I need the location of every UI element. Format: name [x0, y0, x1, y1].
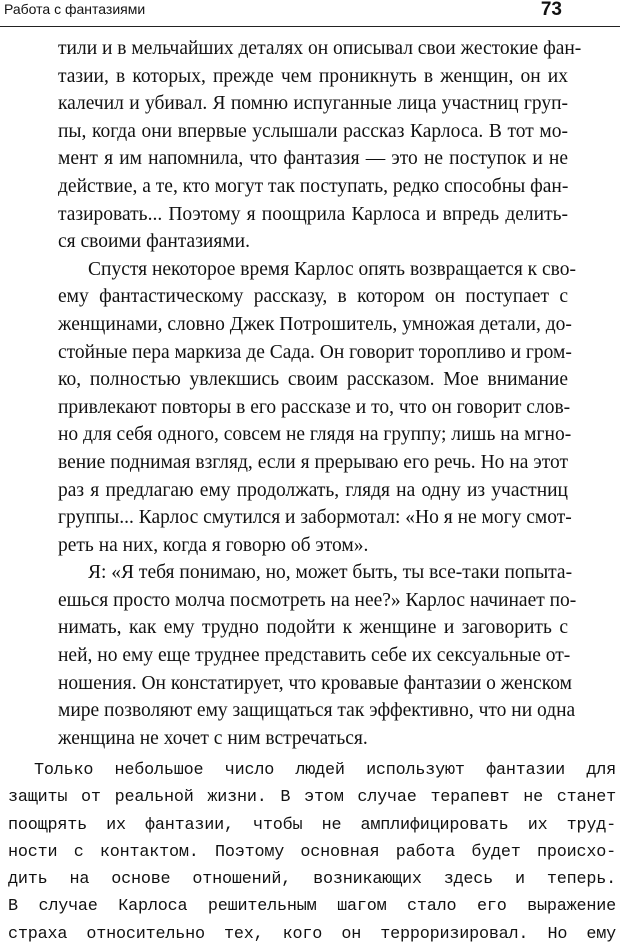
quote-paragraph: [58, 559, 577, 752]
page-number: 73: [540, 0, 562, 20]
text-line: тили и в мельчайших деталях он описывал свои жестокие фан-: [58, 38, 582, 59]
running-title: Работа с фантазиями: [4, 1, 146, 17]
text-line: женщинами, словно Джек Потрошитель, умножая детали, до-: [58, 313, 572, 335]
text-line: ко, полностью увлекшись своим рассказом. Мое внимание: [58, 369, 568, 391]
text-line: поощрять их фантазии, чтобы не амплифицировать их труд-: [8, 815, 616, 835]
running-header: [0, 0, 620, 27]
text-line: привлекают повторы в его рассказе и то, что он говорит слов-: [58, 396, 571, 418]
text-line: ешься просто молча посмотреть на нее?» Карлос начинает по-: [58, 589, 577, 611]
text-line: мент я им напомнила, что фантазия — это не поступок и не: [58, 148, 568, 170]
text-line: ся своими фантазиями.: [58, 231, 250, 253]
text-line: ней, но ему еще труднее представить себе их сексуальные от-: [58, 645, 571, 667]
text-line: защиты от реальной жизни. В этом случае терапевт не станет: [8, 788, 616, 808]
text-line: пы, когда они впервые услышали рассказ Карлоса. В тот мо-: [58, 120, 568, 142]
text-line: мире позволяют ему защищаться так эффективно, что ни одна: [58, 700, 576, 722]
text-line: раз я предлагаю ему продолжать, глядя на одну из участниц: [58, 479, 568, 501]
text-line: группы... Карлос смутился и забормотал: «Но я не могу смот-: [58, 507, 572, 529]
text-line: ности с контактом. Поэтому основная работа будет происхо-: [8, 842, 616, 862]
text-line: нимать, как ему трудно подойти к женщине и заговорить с: [58, 617, 568, 639]
text-line: действие, а те, кто могут так поступать, редко способны фан-: [58, 175, 569, 197]
text-line: калечил и убивал. Я помню испуганные лица участниц груп-: [58, 93, 568, 115]
body-paragraph: [8, 757, 616, 948]
text-line: реть на них, когда я говорю об этом».: [58, 534, 369, 556]
text-line: ему фантастическому рассказу, в котором он поступает с: [58, 286, 568, 308]
text-line: Только небольшое число людей используют фантазии для: [34, 761, 616, 780]
text-line: страха относительно тех, кого он терроризировал. Но ему: [8, 924, 616, 944]
text-line: но для себя одного, совсем не глядя на группу; лишь на мгно-: [58, 424, 572, 446]
text-line: тазировать... Поэтому я поощрила Карлоса и впредь делить-: [58, 203, 568, 225]
text-line: Я: «Я тебя понимаю, но, может быть, ты все-таки попыта-: [88, 562, 573, 584]
text-line: женщина не хочет с ним встречаться.: [58, 727, 368, 749]
quote-block: [58, 35, 582, 752]
quote-paragraph: [58, 256, 576, 560]
text-line: Спустя некоторое время Карлос опять возвращается к сво-: [88, 258, 576, 280]
text-line: В случае Карлоса решительным шагом стало его выражение: [8, 897, 616, 917]
text-line: вение поднимая взгляд, если я прерываю его речь. Но на этот: [58, 451, 568, 473]
text-line: дить на основе отношений, возникающих здесь и теперь.: [8, 870, 616, 890]
quote-paragraph: [58, 35, 582, 256]
text-line: тазии, в которых, прежде чем проникнуть в женщин, он их: [58, 65, 568, 87]
body-text: [8, 757, 616, 948]
text-line: стойные пера маркиза де Сада. Он говорит торопливо и гром-: [58, 341, 572, 363]
text-line: ношения. Он констатирует, что кровавые фантазии о женском: [58, 672, 572, 694]
